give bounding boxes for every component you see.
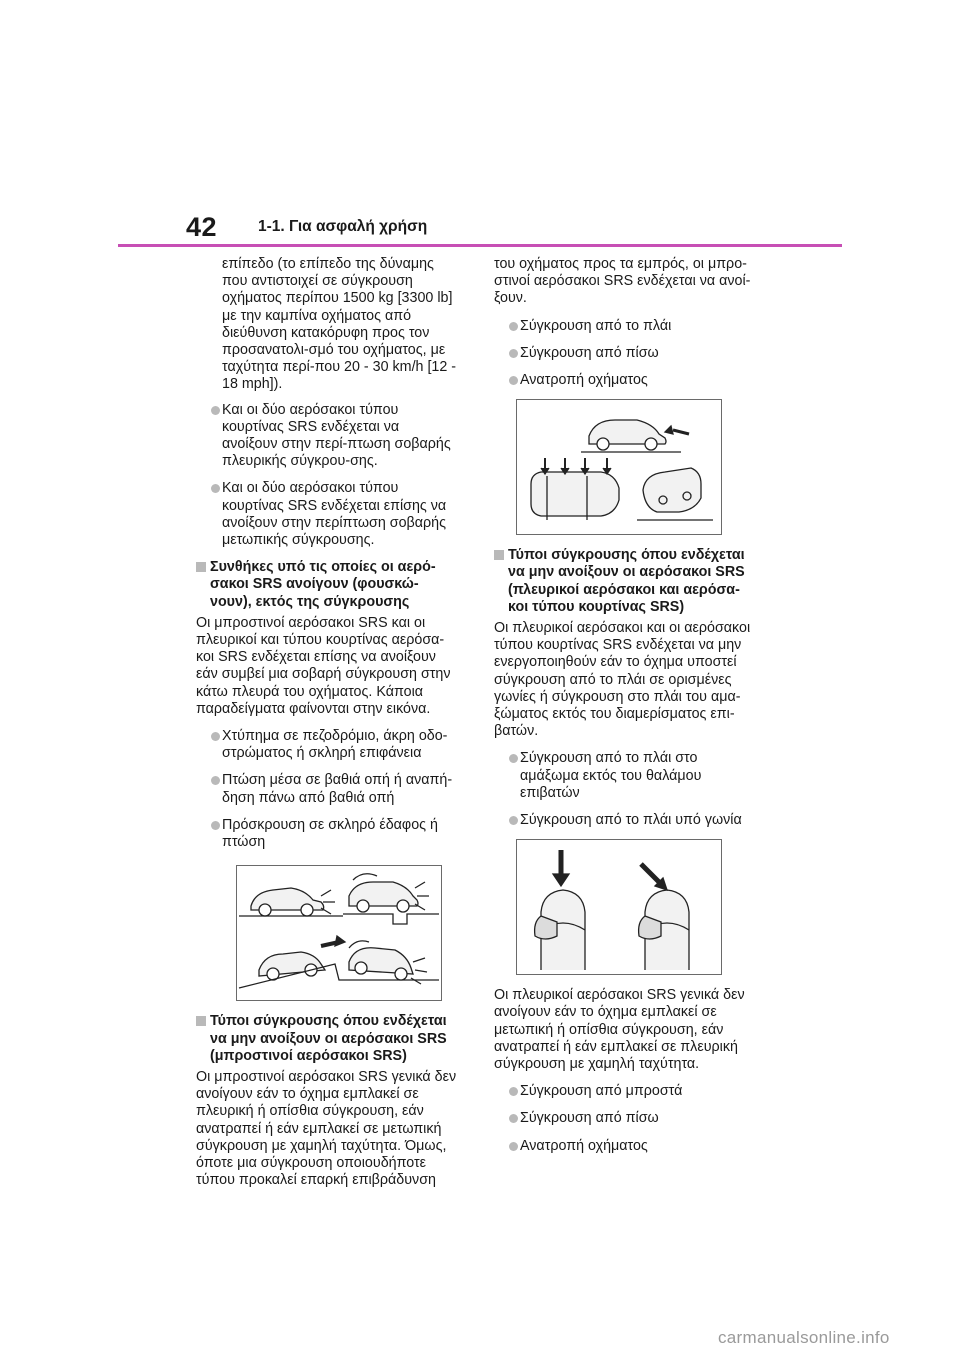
bullet-item [196,772,458,806]
bullet-text: Σύγκρουση από μπροστά [520,1083,683,1100]
body-paragraph: Οι πλευρικοί αερόσακοι και οι αερόσακοι τύπου κουρτίνας SRS ενδέχεται να μην ενεργοποιηθούν εάν το όχημα υποστεί σύγκρουση από το πλάι σε ορισμένες γωνίες ή σύγκρουση στο πλάι του αμα-ξώματος εκτός του διαμερίσματος επι-βατών. [494,620,751,740]
bullet-item [196,480,458,549]
body-paragraph: Οι μπροστινοί αερόσακοι SRS γενικά δεν ανοίγουν εάν το όχημα εμπλακεί σε πλευρική ή οπίσθια σύγκρουση, εάν ανατραπεί ή εάν εμπλακεί σε μετωπική σύγκρουση με χαμηλή ταχύτητα. Όμως, όποτε μια σύγκρουση οποιουδήποτε τύπου προκαλεί επαρκή επιβράδυνση [196,1068,457,1189]
left-intro-paragraph: επίπεδο (το επίπεδο της δύναμης που αντιστοιχεί σε σύγκρουση οχήματος περίπου 1500 kg [3300 lb] με την καμπίνα οχήματος από διεύθυνση κατακόρυφη προς τον προσανατολι-σμό του οχήματος, με ταχύτητα περί-που 20 - 30 km/h [12 - 18 mph]). [222,256,457,393]
bullet-text: Πτώση μέσα σε βαθιά οπή ή αναπή-δηση πάνω από βαθιά οπή [222,772,453,806]
square-bullet-icon [494,550,504,560]
figure-angled-side-impact [516,839,722,975]
side-rear-rollover-illustration [517,400,721,534]
body-paragraph: Οι πλευρικοί αερόσακοι SRS γενικά δεν ανοίγουν εάν το όχημα εμπλακεί σε μετωπική ή οπίσθια σύγκρουση, εάν ανατραπεί ή εάν εμπλακεί σε πλευρική σύγκρουση με χαμηλή ταχύτητα. [494,987,745,1073]
bullet-item [494,812,756,829]
bullet-item [494,372,756,389]
subheading-front-airbags [196,1013,458,1065]
watermark-text: carmanualsonline.info [718,1328,890,1347]
bullet-dot-icon [509,1142,518,1151]
square-bullet-icon [196,1016,206,1026]
bullet-item [494,345,756,362]
bullet-text: Χτύπημα σε πεζοδρόμιο, άκρη οδο-στρώματος ή σκληρή επιφάνεια [222,728,448,762]
page-number: 42 [186,212,218,242]
bullet-item [494,1083,756,1100]
body-paragraph: Οι μπροστινοί αερόσακοι SRS και οι πλευρικοί και τύπου κουρτίνας αερόσα-κοι SRS ενδέχεται επίσης να ανοίξουν εάν συμβεί μια σοβαρή σύγκρουση στην κάτω πλευρά του οχήματος. Κάποια παραδείγματα φαίνονται στην εικόνα. [196,614,451,717]
bullet-text: Σύγκρουση από το πλάι στο αμάξωμα εκτός του θαλάμου επιβατών [520,750,702,801]
bullet-dot-icon [211,484,220,493]
bullet-item [494,318,756,335]
bullet-text: Σύγκρουση από πίσω [520,344,659,361]
bullet-text: Σύγκρουση από το πλάι [520,317,672,334]
bullet-item [196,728,458,762]
bullet-dot-icon [509,1114,518,1123]
bullet-dot-icon [211,821,220,830]
right-column [494,256,756,1165]
right-intro-paragraph: του οχήματος προς τα εμπρός, οι μπρο-στινοί αερόσακοι SRS ενδέχεται να ανοί-ξουν. [494,256,751,307]
figure-undercarriage-impacts [236,865,442,1001]
bullet-dot-icon [211,406,220,415]
left-column [196,256,458,1199]
section-title: 1-1. Για ασφαλή χρήση [258,218,428,235]
bullet-dot-icon [509,754,518,763]
bullet-text: Σύγκρουση από πίσω [520,1110,659,1127]
angled-side-impact-illustration [517,840,721,974]
subheading-text: Συνθήκες υπό τις οποίες οι αερό-σακοι SRS ανοίγουν (φουσκώ-νουν), εκτός της σύγκρουσης [210,559,436,610]
bullet-dot-icon [509,322,518,331]
header-rule [118,244,842,247]
bullet-item [196,817,458,851]
bullet-item [494,750,756,802]
bullet-dot-icon [509,816,518,825]
bullet-text: Πρόσκρουση σε σκληρό έδαφος ή πτώση [222,816,438,851]
bullet-text: Σύγκρουση από το πλάι υπό γωνία [520,812,742,829]
subheading-side-airbags [494,547,756,616]
subheading-text: Τύποι σύγκρουσης όπου ενδέχεται να μην ανοίξουν οι αερόσακοι SRS (μπροστινοί αερόσακοι SRS) [210,1013,447,1064]
bullet-text: Και οι δύο αερόσακοι τύπου κουρτίνας SRS ενδέχεται να ανοίξουν στην περί-πτωση σοβαρής πλευρικής σύγκρου-σης. [222,401,451,470]
bullet-text: Ανατροπή οχήματος [520,372,648,389]
bullet-item [494,1110,756,1127]
bullet-dot-icon [509,1087,518,1096]
bullet-dot-icon [509,349,518,358]
figure-side-rear-rollover [516,399,722,535]
bullet-text: Και οι δύο αερόσακοι τύπου κουρτίνας SRS ενδέχεται επίσης να ανοίξουν στην περίπτωση σοβαρής μετωπικής σύγκρουσης. [222,480,447,549]
bullet-text: Ανατροπή οχήματος [520,1137,648,1154]
bullet-dot-icon [509,376,518,385]
square-bullet-icon [196,562,206,572]
subheading-non-collision [196,559,458,611]
subheading-text: Τύποι σύγκρουσης όπου ενδέχεται να μην ανοίξουν οι αερόσακοι SRS (πλευρικοί αερόσακοι και αερόσα-κοι τύπου κουρτίνας SRS) [508,547,745,615]
bullet-item [196,402,458,471]
bullet-item [494,1138,756,1155]
bullet-dot-icon [211,776,220,785]
bullet-dot-icon [211,732,220,741]
undercarriage-illustration [237,866,441,1000]
